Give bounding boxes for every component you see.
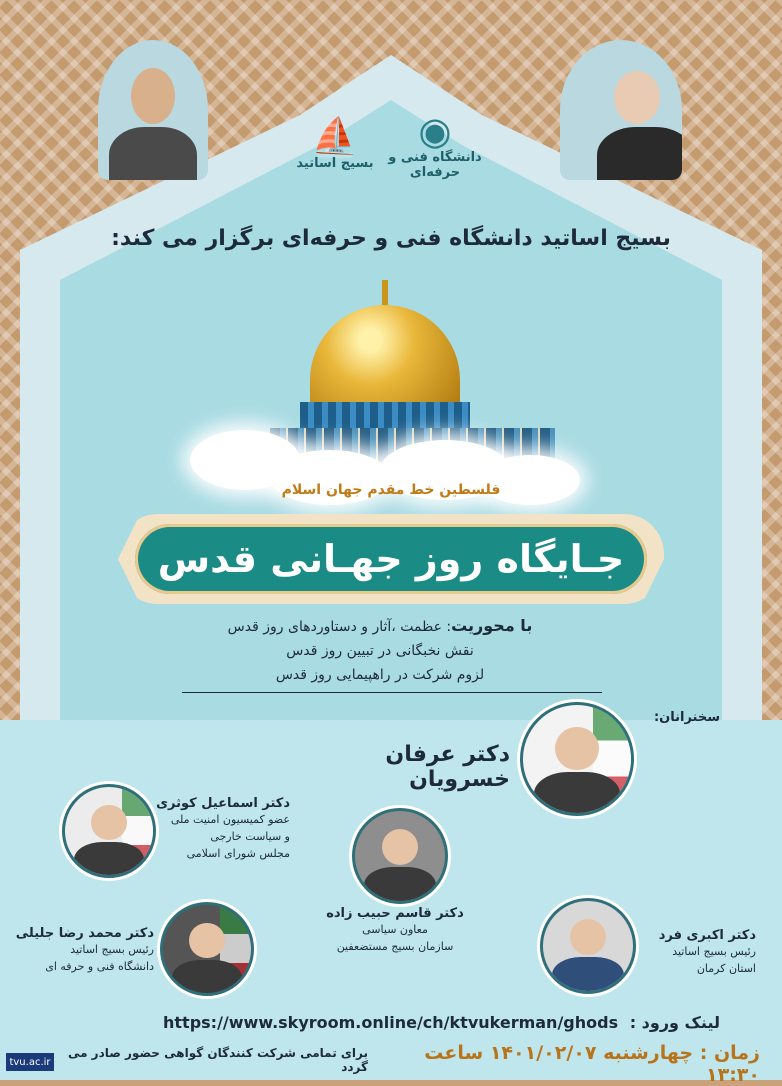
portrait-speaker-kowsari — [62, 784, 156, 878]
entry-link-row — [80, 1013, 720, 1032]
entry-link-label: لینک ورود : — [629, 1013, 720, 1032]
themes-list: با محوریت: عظمت ،آثار و دستاوردهای روز قدس نقش نخبگانی در تبیین روز قدس لزوم شرکت در راهپیمایی روز قدس — [180, 614, 580, 687]
site-badge[interactable]: tvu.ac.ir — [6, 1053, 54, 1071]
speaker-akbarifard: دکتر اکبری فرد رئیس بسیج اساتید استان کرمان — [658, 928, 756, 975]
portrait-speaker-jalili — [160, 902, 254, 996]
tvu-logo-icon: ◉ — [418, 109, 452, 153]
main-speaker-name: دکتر عرفان خسرویان — [385, 742, 510, 792]
speaker-kowsari: دکتر اسماعیل کوثری عضو کمیسیون امنیت ملی و سیاست خارجی مجلس شورای اسلامی — [156, 796, 290, 860]
speaker-jalili: دکتر محمد رضا جلیلی رئیس بسیج اساتید دانشگاه فنی و حرفه ای — [15, 926, 154, 973]
portrait-top-right — [560, 40, 682, 180]
entry-link[interactable]: https://www.skyroom.online/ch/ktvukerman/ghods — [163, 1013, 619, 1032]
portrait-main-speaker — [520, 702, 634, 816]
event-time: زمان : چهارشنبه ۱۴۰۱/۰۲/۰۷ ساعت ۱۳:۳۰ — [424, 1042, 760, 1086]
organizer-line: بسیج اساتید دانشگاه فنی و حرفه‌ای برگزار می کند: — [111, 226, 671, 251]
title-banner — [135, 524, 647, 594]
portrait-speaker-akbarifard — [540, 898, 636, 994]
slogan: فلسطین خط مقدم جهان اسلام — [281, 482, 501, 498]
themes-lead: با محوریت — [451, 616, 533, 635]
divider — [182, 692, 602, 693]
basij-logo-icon: ⛵ — [311, 115, 359, 159]
theme-item: عظمت ،آثار و دستاوردهای روز قدس — [227, 619, 442, 635]
theme-item: لزوم شرکت در راهپیمایی روز قدس — [275, 667, 485, 683]
portrait-top-left — [98, 40, 208, 180]
logo-basij-asatid: ⛵ بسیج اساتید — [290, 118, 380, 171]
event-title: جـایگاه روز جهـانی قدس — [157, 537, 625, 581]
speakers-label: سخنرانان: — [653, 710, 720, 725]
theme-item: نقش نخبگانی در تبیین روز قدس — [286, 643, 474, 659]
logo-tvu: ◉ دانشگاه فنی و حرفه‌ای — [380, 112, 490, 180]
dome-of-the-rock-illustration — [230, 280, 560, 510]
certificate-note: برای تمامی شرکت کنندگان گواهی حضور صادر می گردد — [67, 1046, 368, 1074]
speaker-habibzadeh: دکتر قاسم حبیب زاده معاون سیاسی سازمان بسیج مستضعفین — [326, 906, 464, 953]
portrait-speaker-habibzadeh — [352, 808, 448, 904]
